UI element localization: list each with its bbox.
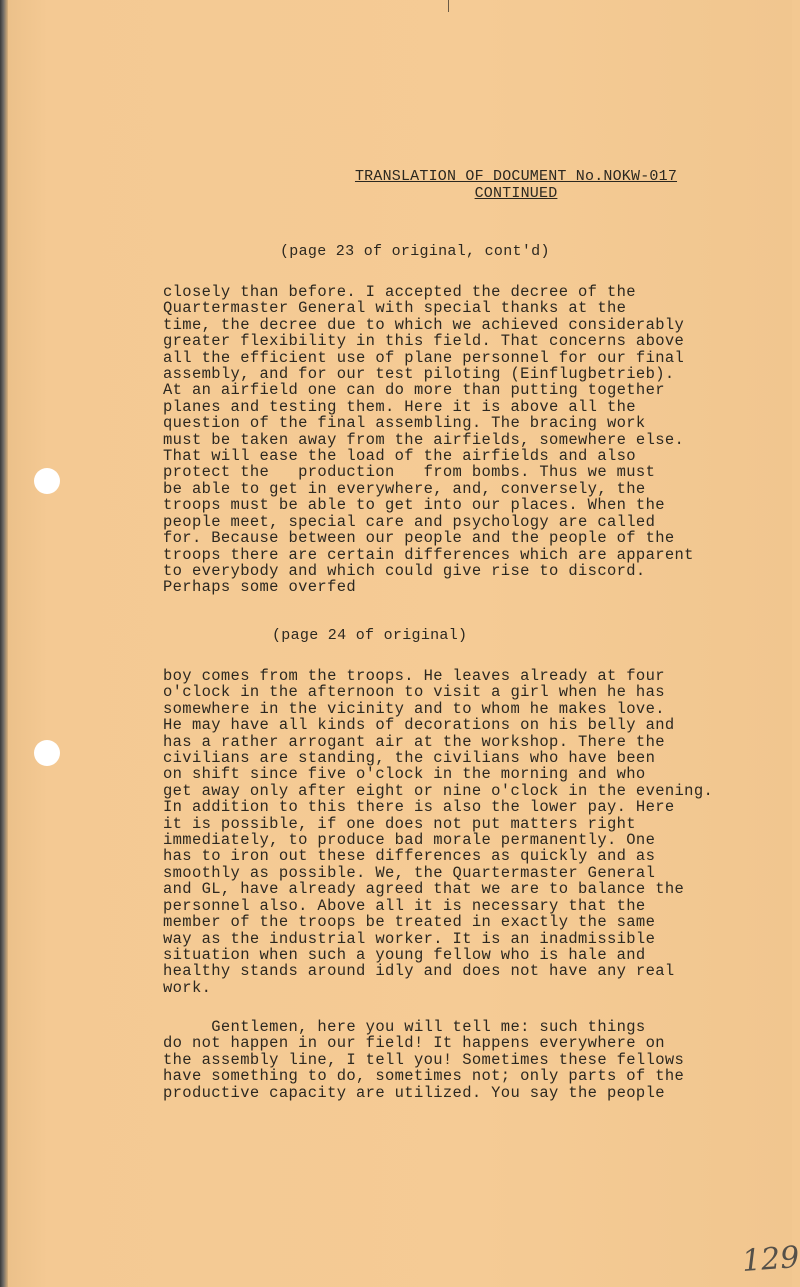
text-line: healthy stands around idly and does not have any real	[163, 962, 675, 981]
paragraph-2	[163, 668, 743, 996]
text-line: somewhere in the vicinity and to whom he makes love.	[163, 699, 665, 718]
text-line: protect the production from bombs. Thus we must	[163, 463, 656, 482]
text-line: immediately, to produce bad morale permanently. One	[163, 831, 656, 850]
text-line: member of the troops be treated in exactly the same	[163, 913, 656, 932]
text-line: to everybody and which could give rise to discord.	[163, 561, 646, 580]
text-line: it is possible, if one does not put matters right	[163, 814, 636, 833]
text-line: the assembly line, I tell you! Sometimes these fellows	[163, 1050, 685, 1069]
text-line: must be taken away from the airfields, somewhere else.	[163, 430, 685, 449]
text-line: That will ease the load of the airfields and also	[163, 447, 636, 466]
text-line: way as the industrial worker. It is an inadmissible	[163, 929, 656, 948]
punch-hole-upper	[34, 468, 60, 494]
document-heading	[336, 168, 696, 202]
text-line: personnel also. Above all it is necessary that the	[163, 896, 646, 915]
text-line: troops there are certain differences which are apparent	[163, 545, 694, 564]
text-line: troops must be able to get into our places. When the	[163, 496, 665, 515]
text-line: closely than before. I accepted the decree of the	[163, 283, 636, 301]
text-line: get away only after eight or nine o'clock in the evening.	[163, 781, 714, 800]
text-line: on shift since five o'clock in the morning and who	[163, 765, 646, 784]
text-line: has to iron out these differences as quickly and as	[163, 847, 656, 866]
paragraph-1	[163, 284, 743, 596]
text-line: civilians are standing, the civilians who have been	[163, 749, 656, 768]
text-line: productive capacity are utilized. You say the people	[163, 1083, 665, 1102]
text-line: planes and testing them. Here it is above all the	[163, 397, 636, 416]
heading-title: TRANSLATION OF DOCUMENT No.NOKW-017	[354, 168, 678, 185]
text-line: He may have all kinds of decorations on his belly and	[163, 716, 675, 735]
text-line: all the efficient use of plane personnel for our final	[163, 348, 685, 367]
text-line: and GL, have already agreed that we are to balance the	[163, 880, 685, 899]
text-line: time, the decree due to which we achieved considerably	[163, 315, 685, 334]
heading-continued: CONTINUED	[474, 185, 558, 202]
text-line: question of the final assembling. The bracing work	[163, 414, 646, 433]
page-reference-23: (page 23 of original, cont'd)	[280, 243, 550, 260]
page-reference-24: (page 24 of original)	[272, 627, 468, 644]
text-line: assembly, and for our test piloting (Einflugbetrieb).	[163, 365, 675, 384]
paragraph-3	[163, 1019, 743, 1101]
text-line: greater flexibility in this field. That concerns above	[163, 332, 685, 351]
text-line: Gentlemen, here you will tell me: such things	[163, 1018, 646, 1036]
text-line: work.	[163, 978, 212, 997]
folio-number: 129	[740, 1240, 800, 1279]
text-line: Perhaps some overfed	[163, 578, 357, 597]
text-line: boy comes from the troops. He leaves already at four	[163, 667, 665, 685]
text-line: has a rather arrogant air at the workshop. There the	[163, 732, 665, 751]
text-line: o'clock in the afternoon to visit a girl when he has	[163, 683, 665, 702]
scan-edge	[0, 0, 8, 1287]
text-line: be able to get in everywhere, and, conversely, the	[163, 479, 646, 498]
text-line: people meet, special care and psychology are called	[163, 512, 656, 531]
text-line: Quartermaster General with special thanks at the	[163, 299, 627, 318]
text-line: have something to do, sometimes not; only parts of the	[163, 1067, 685, 1086]
text-line: for. Because between our people and the people of the	[163, 529, 675, 548]
text-line: In addition to this there is also the lower pay. Here	[163, 798, 675, 817]
text-line: smoothly as possible. We, the Quartermaster General	[163, 863, 656, 882]
text-line: situation when such a young fellow who is hale and	[163, 945, 646, 964]
top-tick-mark	[448, 0, 449, 12]
text-line: At an airfield one can do more than putting together	[163, 381, 665, 400]
text-line: do not happen in our field! It happens everywhere on	[163, 1034, 665, 1053]
punch-hole-lower	[34, 740, 60, 766]
